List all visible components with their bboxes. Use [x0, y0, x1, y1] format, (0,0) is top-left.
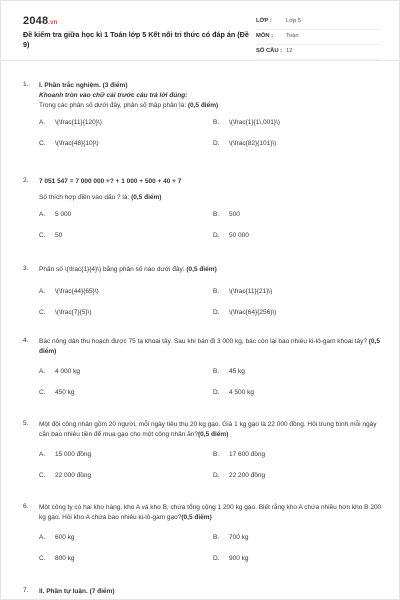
option-text: 22 200 đồng	[229, 472, 266, 480]
meta-key: MÔN :	[256, 33, 274, 40]
option-d[interactable]	[213, 232, 249, 240]
question-points: (0,5 điểm)	[187, 102, 219, 110]
option-text: 500	[229, 211, 240, 219]
option-b[interactable]	[213, 119, 280, 127]
question-6	[23, 503, 383, 568]
section-heading: I. Phần trắc nghiệm. (3 điểm)	[39, 82, 128, 89]
options-list	[39, 368, 383, 402]
option-d[interactable]	[213, 555, 249, 563]
question-points: (0,5 điểm)	[186, 266, 217, 273]
question-points: (0,5 điểm)	[198, 431, 229, 439]
question-prompt: Một công ty có hai kho hàng, kho A và kho B, chứa tổng cộng 1 200 kg gạo. Biết rằng kho A chứa nhiều hơn kho B 200 kg gạo. Hỏi kho A chứa bao nhiêu ki-lô-gam gạo?	[39, 504, 382, 522]
exam-meta-table	[256, 15, 381, 60]
meta-row-subject	[256, 30, 381, 45]
options-list	[39, 534, 383, 568]
question-number: 2.	[23, 177, 29, 184]
option-text: \(\frac{44}{65}\)	[55, 288, 99, 296]
options-list	[39, 119, 383, 153]
options-list	[39, 288, 383, 322]
option-letter: A.	[39, 451, 46, 459]
option-text: \(\frac{48}{10}\)	[55, 140, 99, 148]
option-text: 900 kg	[229, 555, 249, 563]
option-letter: D.	[213, 389, 220, 397]
option-d[interactable]	[213, 389, 254, 397]
option-a[interactable]	[39, 211, 71, 219]
option-text: 450 kg	[55, 389, 75, 397]
question-number: 7.	[23, 587, 29, 594]
option-b[interactable]	[213, 451, 265, 459]
option-text: 600 kg	[55, 534, 75, 542]
exam-title: Đề kiểm tra giữa học kì 1 Toán lớp 5 Kết nối tri thức có đáp án (Đề 9)	[23, 30, 249, 50]
option-b[interactable]	[213, 211, 240, 219]
option-a[interactable]	[39, 288, 99, 296]
option-letter: B.	[213, 534, 220, 542]
option-letter: D.	[213, 232, 220, 240]
option-text: 4 500 kg	[229, 389, 254, 397]
option-c[interactable]	[39, 472, 91, 480]
option-text: 800 kg	[55, 555, 75, 563]
option-text: 5 000	[55, 211, 72, 219]
option-b[interactable]	[213, 534, 249, 542]
option-c[interactable]	[39, 389, 75, 397]
meta-row-grade	[256, 15, 381, 30]
options-list	[39, 211, 383, 245]
site-logo[interactable]	[23, 14, 58, 28]
option-text: 700 kg	[229, 534, 249, 542]
option-letter: D.	[213, 140, 220, 148]
option-text: 22 000 đồng	[55, 472, 92, 480]
meta-key: LỚP :	[256, 18, 272, 25]
meta-value: 12	[286, 48, 293, 55]
option-letter: C.	[39, 472, 46, 480]
options-list	[39, 451, 383, 485]
option-letter: A.	[39, 288, 46, 296]
option-letter: B.	[213, 451, 220, 459]
option-d[interactable]	[213, 472, 265, 480]
question-points: (0,5 điểm)	[181, 514, 212, 522]
question-5	[23, 420, 383, 485]
option-text: \(\frac{1}{1\,001}\)	[229, 119, 280, 127]
option-letter: D.	[213, 309, 220, 317]
question-prompt: Một đội công nhân gồm 20 người, mỗi ngày tiêu thụ 20 kg gạo. Giá 1 kg gạo là 22 000 đồng. Hỏi trung bình mỗi ngày cần bao nhiêu tiền để mua gạo cho một công nhân ăn?	[39, 421, 377, 439]
question-1	[23, 81, 383, 153]
question-number: 5.	[23, 420, 29, 427]
option-c[interactable]	[39, 555, 75, 563]
option-letter: B.	[213, 288, 220, 296]
option-text: \(\frac{82}{101}\)	[229, 140, 277, 148]
option-a[interactable]	[39, 451, 91, 459]
option-letter: D.	[213, 472, 220, 480]
option-letter: C.	[39, 389, 46, 397]
question-points: (0,5 điểm)	[39, 338, 380, 356]
option-text: 50 000	[229, 232, 249, 240]
question-prompt: Phân số \(\frac{1}{4}\) bằng phân số nào dưới đây:	[39, 266, 185, 273]
logo-suffix: .vn	[48, 20, 58, 26]
option-b[interactable]	[213, 368, 245, 376]
option-text: 4 000 kg	[55, 368, 80, 376]
option-letter: B.	[213, 211, 220, 219]
option-c[interactable]	[39, 140, 99, 148]
option-b[interactable]	[213, 288, 272, 296]
question-number: 1.	[23, 81, 29, 88]
question-2	[23, 177, 383, 245]
question-expression: 7 051 547 = 7 000 000 +? + 1 000 + 500 + 40 + 7	[39, 178, 182, 185]
question-instruction: Khoanh tròn vào chữ cái trước câu trả lời đúng:	[39, 92, 188, 100]
option-letter: A.	[39, 368, 46, 376]
option-a[interactable]	[39, 119, 102, 127]
option-a[interactable]	[39, 368, 80, 376]
option-text: 15 000 đồng	[55, 451, 92, 459]
option-letter: C.	[39, 555, 46, 563]
option-text: \(\frac{11}{21}\)	[229, 288, 273, 296]
option-c[interactable]	[39, 232, 62, 240]
option-letter: A.	[39, 534, 46, 542]
option-letter: A.	[39, 119, 46, 127]
option-letter: C.	[39, 309, 46, 317]
option-c[interactable]	[39, 309, 92, 317]
question-number: 6.	[23, 503, 29, 510]
option-text: \(\frac{64}{256}\)	[229, 309, 277, 317]
option-text: 50	[55, 232, 63, 240]
page-header	[1, 1, 400, 61]
question-prompt: Trong các phân số dưới đây, phân số thập phân là:	[39, 102, 187, 110]
option-letter: B.	[213, 119, 220, 127]
meta-value: Toán	[286, 33, 299, 40]
option-letter: B.	[213, 368, 220, 376]
section-heading: II. Phần tự luận. (7 điểm)	[39, 588, 115, 595]
option-a[interactable]	[39, 534, 75, 542]
question-4	[23, 337, 383, 402]
option-letter: C.	[39, 232, 46, 240]
option-letter: C.	[39, 140, 46, 148]
option-d[interactable]	[213, 140, 276, 148]
option-letter: A.	[39, 211, 46, 219]
question-points: (0,5 điểm)	[131, 194, 162, 202]
option-letter: D.	[213, 555, 220, 563]
option-text: 17 600 đồng	[229, 451, 266, 459]
meta-row-count	[256, 45, 381, 60]
meta-value: Lớp 5	[286, 18, 302, 25]
logo-text: 2048	[23, 15, 49, 27]
option-text: 45 kg	[229, 368, 245, 376]
option-text: \(\frac{7}{5}\)	[55, 309, 92, 317]
meta-key: SỐ CÂU :	[256, 48, 283, 55]
option-text: \(\frac{11}{120}\)	[55, 119, 102, 127]
question-number: 3.	[23, 265, 29, 272]
question-7	[23, 587, 383, 597]
question-3	[23, 265, 383, 322]
option-d[interactable]	[213, 309, 276, 317]
question-prompt: Bác nông dân thu hoạch được 75 tạ khoai tây. Sau khi bán đi 3 000 kg, bác còn lại bao nhiêu ki-lô-gam khoai tây?	[39, 338, 367, 345]
question-prompt: Số thích hợp điền vào dấu ? là:	[39, 194, 130, 202]
question-number: 4.	[23, 337, 29, 344]
